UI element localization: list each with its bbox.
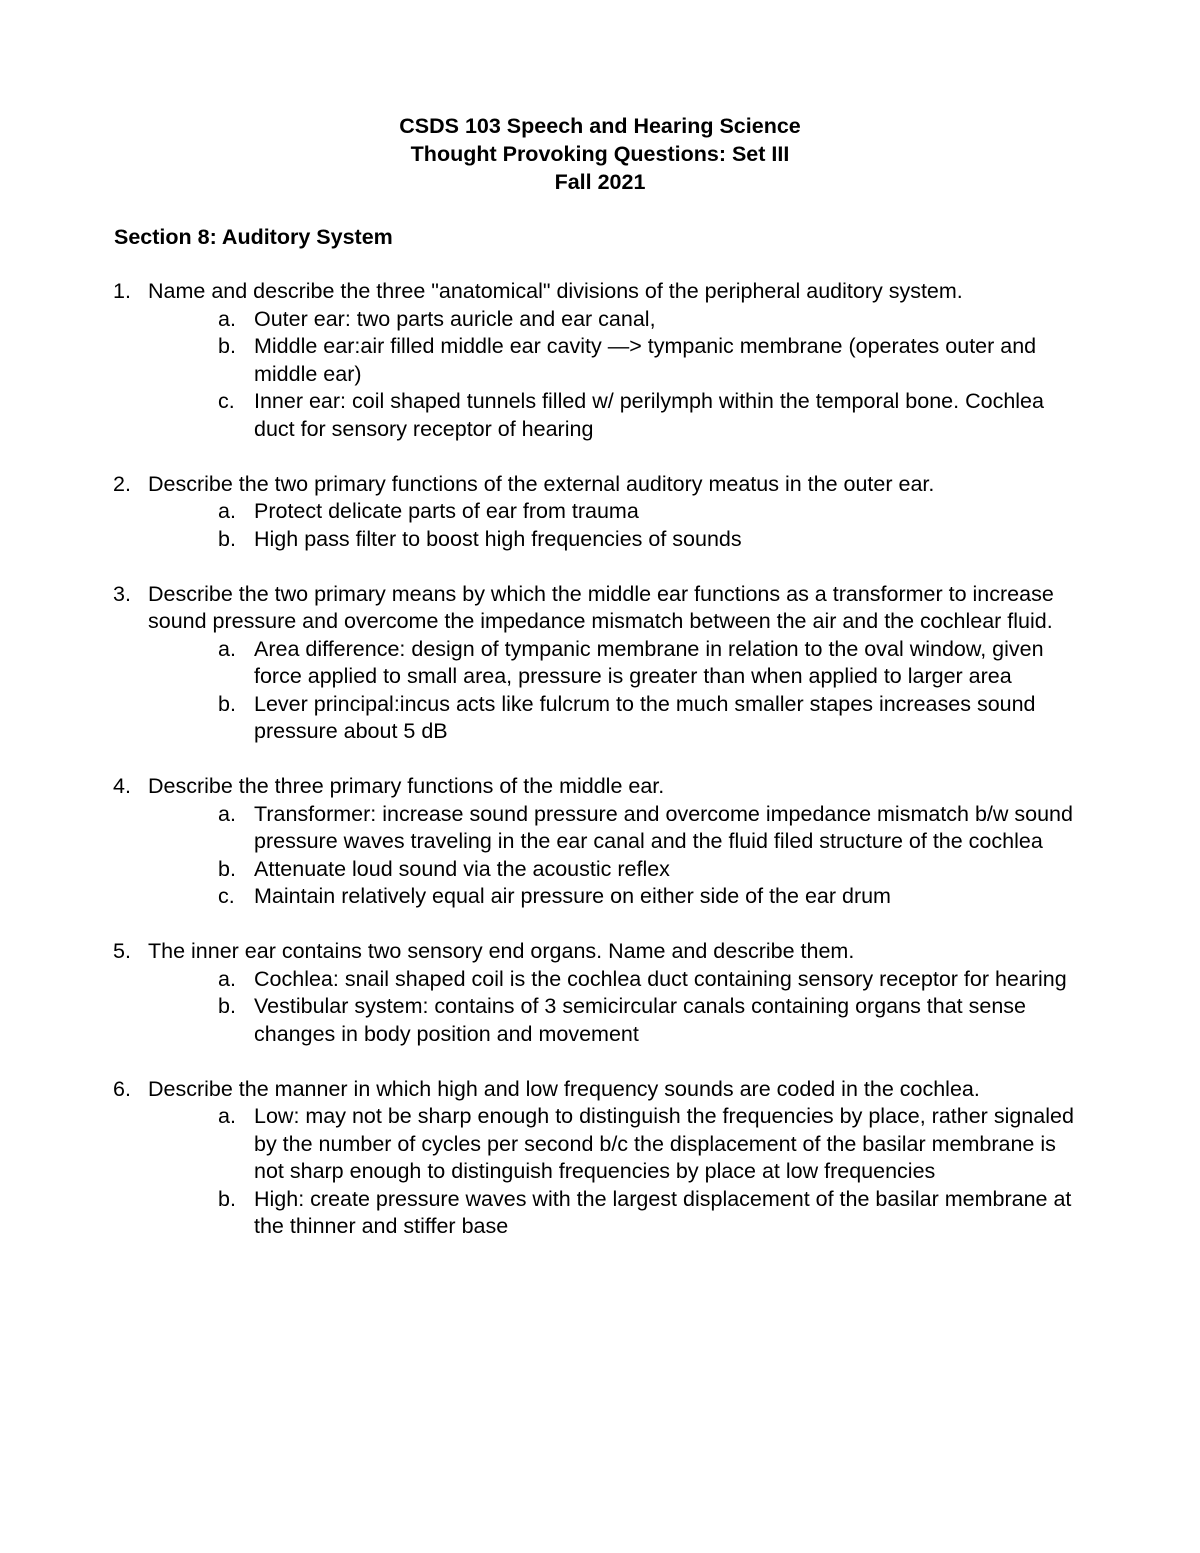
question-item <box>0 1076 1200 1241</box>
answer-text: Middle ear:air filled middle ear cavity —> tympanic membrane (operates outer and middle ear) <box>254 334 1037 386</box>
answer-item <box>0 993 1200 1048</box>
answer-text: High pass filter to boost high frequencies of sounds <box>254 526 742 551</box>
answer-letter: a. <box>218 801 236 826</box>
answer-letter: b. <box>218 856 236 881</box>
question-number: 5. <box>113 939 131 963</box>
answer-text: Vestibular system: contains of 3 semicircular canals containing organs that sense changes in body position and movement <box>254 994 1027 1046</box>
term-label: Fall 2021 <box>554 170 646 194</box>
answer-list <box>0 966 1200 1049</box>
document-subtitle: Thought Provoking Questions: Set III <box>410 142 790 166</box>
question-text: Name and describe the three "anatomical" divisions of the peripheral auditory system. <box>148 279 963 303</box>
question-row <box>0 938 1200 966</box>
answer-text: Outer ear: two parts auricle and ear canal, <box>254 306 656 331</box>
answer-item <box>0 1103 1200 1186</box>
answer-item <box>0 526 1200 554</box>
answer-item <box>0 691 1200 746</box>
answer-item <box>0 966 1200 994</box>
question-text: Describe the three primary functions of the middle ear. <box>148 774 665 798</box>
answer-letter: a. <box>218 966 236 991</box>
answer-text: Low: may not be sharp enough to distinguish the frequencies by place, rather signaled by the number of cycles per second b/c the displacement of the basilar membrane is not sharp enough to distinguish frequencies by place at low frequencies <box>254 1104 1074 1183</box>
question-text: Describe the manner in which high and low frequency sounds are coded in the cochlea. <box>148 1076 980 1101</box>
question-row <box>0 773 1200 801</box>
answer-text: Lever principal:incus acts like fulcrum to the much smaller stapes increases sound pressure about 5 dB <box>254 691 1036 743</box>
question-row <box>0 581 1200 636</box>
question-number: 2. <box>113 471 131 496</box>
question-number: 1. <box>113 279 131 303</box>
answer-list <box>0 498 1200 553</box>
answer-letter: b. <box>218 994 236 1018</box>
answer-item <box>0 1186 1200 1241</box>
answer-text: Area difference: design of tympanic membrane in relation to the oval window, given force applied to small area, pressure is greater than when applied to larger area <box>254 636 1044 688</box>
question-text: Describe the two primary means by which the middle ear functions as a transformer to increase sound pressure and overcome the impedance mismatch between the air and the cochlear fluid. <box>148 581 1054 633</box>
question-item <box>0 938 1200 1048</box>
question-row <box>0 471 1200 499</box>
answer-letter: b. <box>218 526 236 551</box>
answer-item <box>0 498 1200 526</box>
answer-item <box>0 636 1200 691</box>
answer-text: Inner ear: coil shaped tunnels filled w/ perilymph within the temporal bone. Cochlea duct for sensory receptor of hearing <box>254 389 1044 441</box>
question-text: Describe the two primary functions of the external auditory meatus in the outer ear. <box>148 471 935 496</box>
course-title: CSDS 103 Speech and Hearing Science <box>399 114 801 138</box>
question-row <box>0 278 1200 306</box>
answer-list <box>0 636 1200 746</box>
question-row <box>0 1076 1200 1104</box>
answer-text: Transformer: increase sound pressure and overcome impedance mismatch b/w sound pressure waves traveling in the ear canal and the fluid filed structure of the cochlea <box>254 801 1073 853</box>
section-heading: Section 8: Auditory System <box>114 225 393 249</box>
answer-text: Maintain relatively equal air pressure on either side of the ear drum <box>254 884 891 908</box>
answer-letter: a. <box>218 306 236 331</box>
answer-text: Cochlea: snail shaped coil is the cochlea duct containing sensory receptor for hearing <box>254 966 1067 991</box>
answer-list <box>0 1103 1200 1241</box>
question-list <box>0 278 1200 1268</box>
answer-item <box>0 388 1200 443</box>
answer-letter: c. <box>218 389 235 413</box>
answer-letter: a. <box>218 1104 236 1128</box>
question-item <box>0 581 1200 746</box>
answer-letter: b. <box>218 691 236 716</box>
answer-letter: a. <box>218 499 236 523</box>
question-number: 3. <box>113 581 131 606</box>
question-item <box>0 471 1200 554</box>
answer-letter: c. <box>218 884 235 908</box>
answer-item <box>0 856 1200 884</box>
question-item <box>0 278 1200 443</box>
question-text: The inner ear contains two sensory end organs. Name and describe them. <box>148 939 855 963</box>
answer-item <box>0 333 1200 388</box>
question-item <box>0 773 1200 911</box>
question-number: 6. <box>113 1076 131 1101</box>
answer-text: High: create pressure waves with the largest displacement of the basilar membrane at the thinner and stiffer base <box>254 1186 1072 1238</box>
answer-letter: a. <box>218 636 236 661</box>
answer-letter: b. <box>218 334 236 358</box>
answer-text: Protect delicate parts of ear from trauma <box>254 499 639 523</box>
answer-list <box>0 801 1200 911</box>
document-title-block <box>0 112 1200 196</box>
answer-item <box>0 801 1200 856</box>
answer-list <box>0 306 1200 444</box>
question-number: 4. <box>113 774 131 798</box>
answer-item <box>0 306 1200 334</box>
answer-item <box>0 883 1200 911</box>
answer-text: Attenuate loud sound via the acoustic reflex <box>254 856 670 881</box>
answer-letter: b. <box>218 1186 236 1211</box>
